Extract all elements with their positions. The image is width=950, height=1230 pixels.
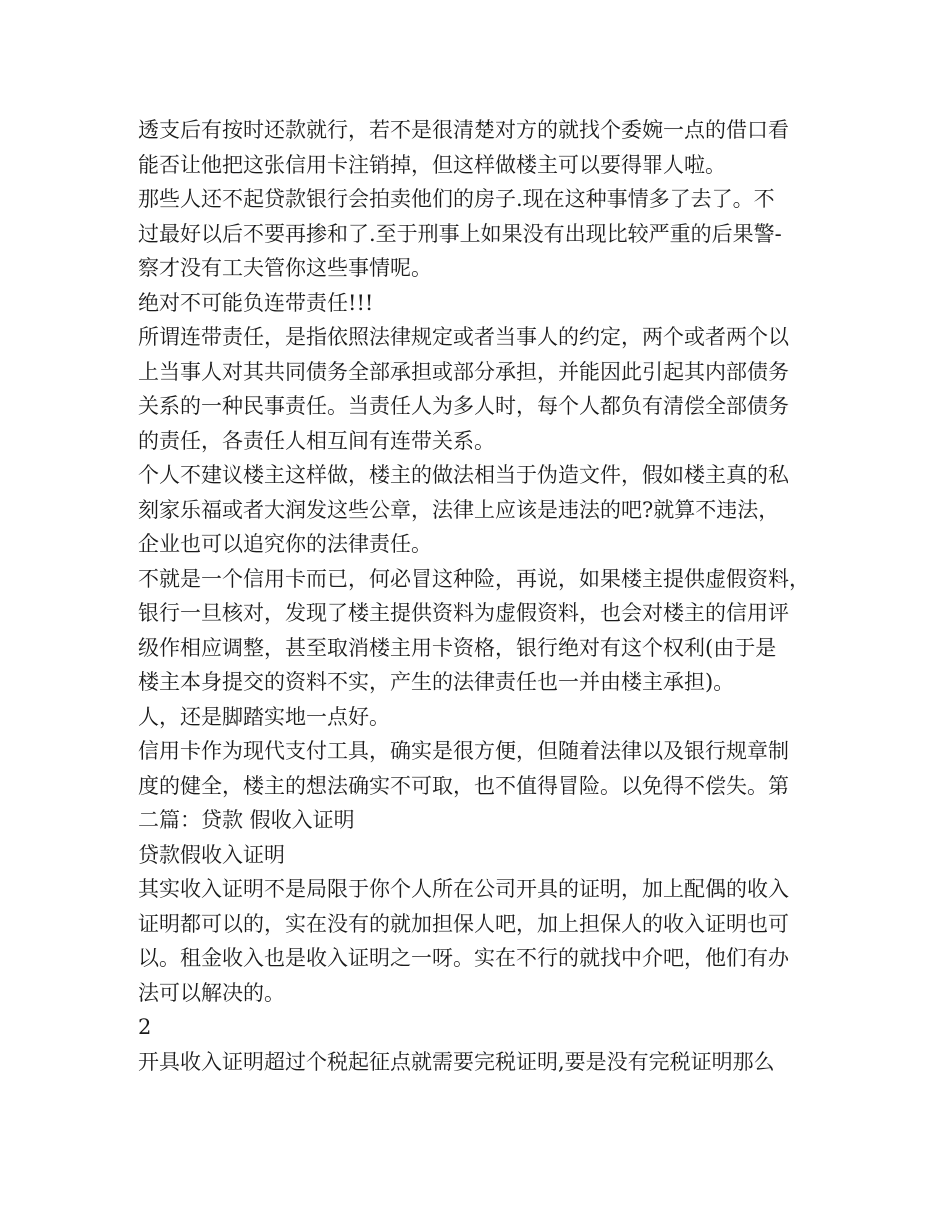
text-line: 绝对不可能负连带责任!!! — [138, 290, 374, 315]
text-line: 其实收入证明不是局限于你个人所在公司开具的证明，加上配偶的收入 — [138, 877, 789, 901]
section-heading-line: 二篇：贷款 假收入证明 — [138, 808, 355, 832]
text-line: 证明都可以的，实在没有的就加担保人吧，加上担保人的收入证明也可 — [138, 911, 789, 936]
text-line: 企业也可以追究你的法律责任。 — [138, 532, 432, 556]
text-line: 级作相应调整，甚至取消楼主用卡资格，银行绝对有这个权利(由于是 — [138, 635, 777, 660]
text-line: 银行一旦核对，发现了楼主提供资料为虚假资料，也会对楼主的信用评 — [138, 601, 789, 625]
text-line: 不就是一个信用卡而已，何必冒这种险，再说，如果楼主提供虚假资料， — [138, 566, 810, 591]
document-body — [138, 113, 838, 1079]
text-line: 个人不建议楼主这样做，楼主的做法相当于伪造文件，假如楼主真的私 — [138, 463, 789, 487]
text-line: 上当事人对其共同债务全部承担或部分承担，并能因此引起其内部债务 — [138, 359, 789, 384]
text-line: 能否让他把这张信用卡注销掉，但这样做楼主可以要得罪人啦。 — [138, 152, 726, 177]
text-line: 透支后有按时还款就行，若不是很清楚对方的就找个委婉一点的借口看 — [138, 118, 789, 142]
text-line: 关系的一种民事责任。当责任人为多人时，每个人都负有清偿全部债务 — [138, 394, 789, 418]
item-number: 2 — [138, 1015, 152, 1039]
section-title: 贷款假收入证明 — [138, 842, 285, 867]
text-line: 刻家乐福或者大润发这些公章，法律上应该是违法的吧?就算不违法， — [138, 497, 780, 522]
text-line: 人，还是脚踏实地一点好。 — [138, 704, 390, 729]
text-line: 察才没有工夫管你这些事情呢。 — [138, 256, 432, 280]
text-line: 度的健全，楼主的想法确实不可取，也不值得冒险。以免得不偿失。第 — [138, 773, 789, 798]
text-line: 法可以解决的。 — [138, 980, 285, 1005]
text-line: 开具收入证明超过个税起征点就需要完税证明,要是没有完税证明那么 — [138, 1049, 775, 1074]
text-line: 那些人还不起贷款银行会拍卖他们的房子.现在这种事情多了去了。不 — [138, 187, 775, 211]
text-line: 信用卡作为现代支付工具，确实是很方便，但随着法律以及银行规章制 — [138, 739, 789, 763]
text-line: 的责任，各责任人相互间有连带关系。 — [138, 428, 495, 453]
text-line: 所谓连带责任，是指依照法律规定或者当事人的约定，两个或者两个以 — [138, 325, 789, 349]
text-line: 楼主本身提交的资料不实，产生的法律责任也一并由楼主承担)。 — [138, 670, 735, 694]
text-line: 过最好以后不要再掺和了.至于刑事上如果没有出现比较严重的后果警- — [138, 221, 782, 246]
text-line: 以。租金收入也是收入证明之一呀。实在不行的就找中介吧，他们有办 — [138, 946, 789, 970]
